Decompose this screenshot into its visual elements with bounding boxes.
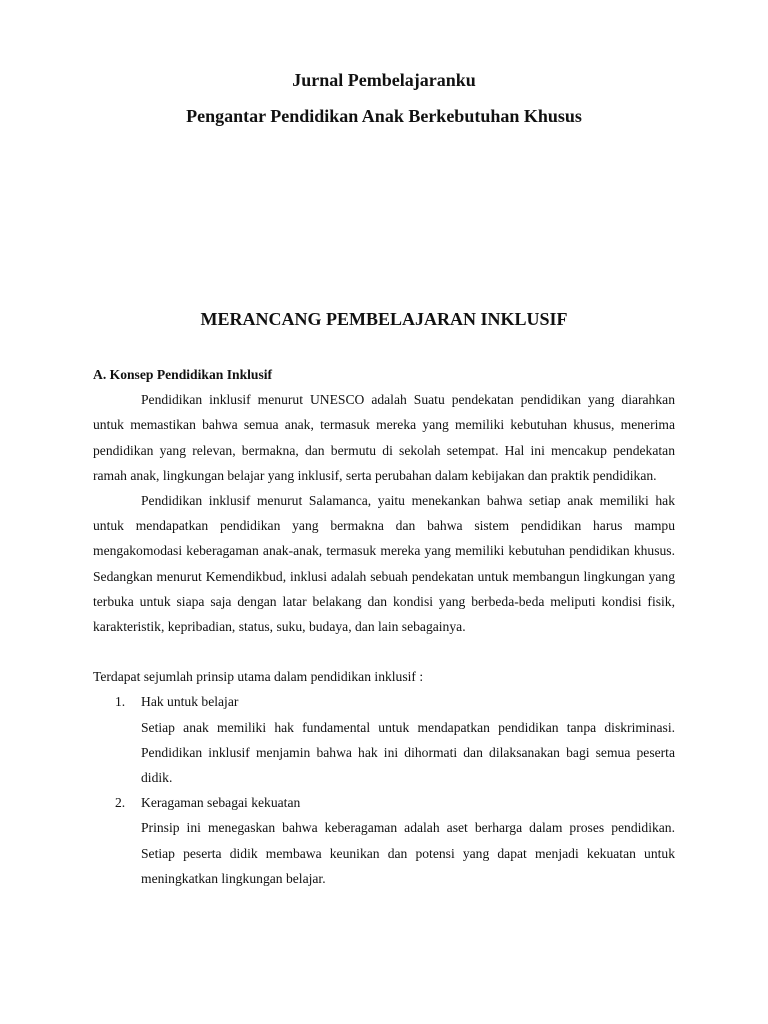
list-item-number: 1. [115,694,126,710]
course-title: Pengantar Pendidikan Anak Berkebutuhan Khusus [186,106,582,126]
list-item-number: 2. [115,795,126,811]
list-item-description: Setiap anak memiliki hak fundamental untuk mendapatkan pendidikan tanpa diskriminasi. Pendidikan inklusif menjamin bahwa hak ini dihormati dan dilaksanakan bagi semua peserta didik. [141,719,675,786]
list-item [93,790,675,891]
journal-title: Jurnal Pembelajaranku [292,70,476,90]
subsection-heading: A. Konsep Pendidikan Inklusif [93,367,273,382]
document-body [93,362,675,891]
list-item [93,689,675,790]
list-item-title: Keragaman sebagai kekuatan [141,795,301,811]
principles-intro: Terdapat sejumlah prinsip utama dalam pendidikan inklusif : [93,669,424,685]
section-title: MERANCANG PEMBELAJARAN INKLUSIF [200,309,568,329]
paragraph-unesco: Pendidikan inklusif menurut UNESCO adalah Suatu pendekatan pendidikan yang diarahkan untuk memastikan bahwa semua anak, termasuk mereka yang memiliki kebutuhan khusus, menerima pendidikan yang relevan, bermakna, dan bermutu di sekolah setempat. Hal ini mencakup pendekatan ramah anak, lingkungan belajar yang inklusif, serta perubahan dalam kebijakan dan praktik pendidikan. [93,392,675,483]
list-item-description: Prinsip ini menegaskan bahwa keberagaman adalah aset berharga dalam proses pendidikan. Setiap peserta didik membawa keunikan dan potensi yang dapat menjadi kekuatan untuk meningkatkan lingkungan belajar. [141,820,675,886]
paragraph-gap [93,639,675,664]
paragraph-salamanca: Pendidikan inklusif menurut Salamanca, yaitu menekankan bahwa setiap anak memiliki hak untuk mendapatkan pendidikan yang bermakna dan bahwa sistem pendidikan harus mampu mengakomodasi keberagaman anak-anak, termasuk mereka yang memiliki kebutuhan pendidikan khusus. Sedangkan menurut Kemendikbud, inklusi adalah sebuah pendekatan untuk membangun lingkungan yang terbuka untuk siapa saja dengan latar belakang dan kondisi yang berbeda-beda meliputi kondisi fisik, karakteristik, kepribadian, status, suku, budaya, dan lain sebagainya. [93,493,675,635]
principles-list [93,689,675,891]
list-item-title: Hak untuk belajar [141,694,239,710]
